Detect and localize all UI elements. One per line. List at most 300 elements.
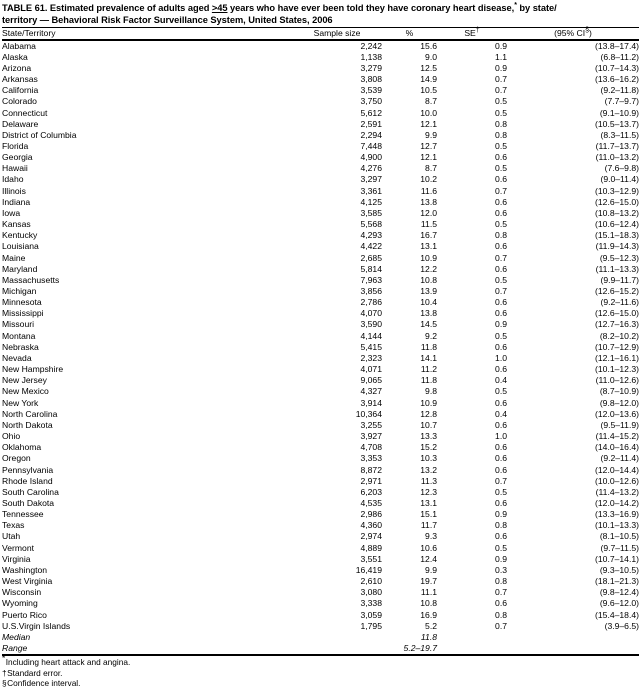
cell-sample-size: 3,353 — [360, 453, 382, 464]
cell-se: 0.5 — [495, 486, 507, 497]
table-row — [2, 531, 639, 542]
cell-sample-size: 2,971 — [360, 475, 382, 486]
table-row — [2, 465, 639, 476]
cell-state: Hawaii — [2, 163, 28, 174]
cell-ci: (12.0–14.2) — [595, 497, 639, 508]
cell-state: Maine — [2, 252, 26, 263]
column-header-sample-size: Sample size — [313, 27, 361, 38]
cell-sample-size: 5,612 — [360, 107, 382, 118]
cell-state: Indiana — [2, 196, 31, 207]
cell-sample-size: 3,361 — [360, 185, 382, 196]
cell-sample-size: 7,448 — [360, 140, 382, 151]
table-row — [2, 141, 639, 152]
cell-percent: 12.5 — [420, 62, 437, 73]
footnotes — [2, 653, 639, 688]
cell-sample-size: 3,590 — [360, 319, 382, 330]
cell-state: North Carolina — [2, 408, 58, 419]
cell-state: South Dakota — [2, 497, 55, 508]
cell-ci: (10.3–12.9) — [595, 185, 639, 196]
cell-sample-size: 4,125 — [360, 196, 382, 207]
prevalence-table-body — [2, 41, 639, 655]
cell-sample-size: 3,927 — [360, 431, 382, 442]
cell-sample-size: 4,900 — [360, 152, 382, 163]
cell-state: Illinois — [2, 185, 26, 196]
cell-state: Idaho — [2, 174, 24, 185]
cell-se: 0.8 — [495, 576, 507, 587]
cell-percent: 11.2 — [420, 364, 437, 375]
cell-sample-size: 4,535 — [360, 497, 382, 508]
cell-state: Colorado — [2, 96, 37, 107]
cell-state: Delaware — [2, 118, 39, 129]
table-row — [2, 375, 639, 386]
cell-ci: (18.1–21.3) — [595, 576, 639, 587]
cell-sample-size: 4,708 — [360, 442, 382, 453]
cell-sample-size: 2,974 — [360, 531, 382, 542]
cell-ci: (11.4–15.2) — [595, 431, 639, 442]
cell-sample-size: 3,856 — [360, 286, 382, 296]
cell-sample-size: 3,585 — [360, 207, 382, 218]
cell-ci: (12.0–13.6) — [595, 408, 639, 419]
cell-ci: (15.4–18.4) — [595, 609, 639, 620]
cell-percent: 12.2 — [420, 263, 437, 274]
cell-sample-size: 3,539 — [360, 85, 382, 96]
cell-sample-size: 6,203 — [360, 486, 382, 497]
table-row — [2, 174, 639, 185]
cell-state: New York — [2, 397, 39, 408]
se-label: SE — [464, 27, 476, 38]
table-row — [2, 409, 639, 420]
ci-open: (95% CI — [554, 27, 586, 38]
cell-ci: (8.3–11.5) — [600, 129, 639, 140]
cell-state: Connecticut — [2, 107, 48, 118]
cell-se: 1.1 — [495, 51, 507, 62]
table-row — [2, 74, 639, 85]
table-row — [2, 219, 639, 230]
summary-percent: 5.2–19.7 — [403, 643, 437, 653]
cell-sample-size: 2,294 — [360, 129, 382, 140]
cell-se: 0.8 — [495, 118, 507, 129]
cell-se: 0.8 — [495, 129, 507, 140]
cell-se: 0.5 — [495, 96, 507, 107]
table-row — [2, 576, 639, 587]
footnote-marker: * — [2, 653, 6, 664]
table-row — [2, 442, 639, 453]
cell-state: Virginia — [2, 553, 31, 564]
cell-ci: (11.4–13.2) — [595, 486, 639, 497]
table-row — [2, 230, 639, 241]
cell-sample-size: 2,323 — [360, 352, 382, 363]
cell-percent: 12.1 — [420, 152, 437, 163]
cell-se: 0.4 — [495, 408, 507, 419]
cell-percent: 11.3 — [420, 475, 437, 486]
cell-state: Alaska — [2, 51, 28, 62]
footnote-text: Including heart attack and angina. — [5, 657, 131, 668]
cell-sample-size: 4,276 — [360, 163, 382, 174]
cell-se: 0.5 — [495, 330, 507, 341]
cell-se: 0.6 — [495, 497, 507, 508]
summary-label: Range — [2, 643, 28, 653]
cell-state: Georgia — [2, 152, 33, 163]
cell-ci: (11.0–13.2) — [595, 152, 639, 163]
cell-sample-size: 3,279 — [360, 62, 382, 73]
table-row — [2, 398, 639, 409]
cell-percent: 19.7 — [420, 576, 437, 587]
cell-state: New Jersey — [2, 375, 47, 386]
cell-se: 0.7 — [495, 252, 507, 263]
table-row — [2, 353, 639, 364]
cell-percent: 9.9 — [425, 564, 437, 575]
cell-sample-size: 5,568 — [360, 219, 382, 230]
cell-percent: 8.7 — [425, 96, 437, 107]
table-row — [2, 241, 639, 252]
cell-sample-size: 10,364 — [355, 408, 382, 419]
cell-se: 0.6 — [495, 419, 507, 430]
cell-state: Nebraska — [2, 341, 39, 352]
cell-se: 0.8 — [495, 520, 507, 531]
cell-state: Nevada — [2, 352, 32, 363]
cell-ci: (9.2–11.4) — [600, 453, 639, 464]
cell-se: 0.7 — [495, 286, 507, 296]
cell-ci: (12.6–15.0) — [595, 196, 639, 207]
cell-se: 0.6 — [495, 308, 507, 319]
cell-ci: (10.6–12.4) — [595, 219, 639, 230]
column-header-state: State/Territory — [2, 27, 56, 38]
table-row — [2, 565, 639, 576]
cell-se: 1.0 — [495, 352, 507, 363]
table-row — [2, 297, 639, 308]
cell-state: Wyoming — [2, 598, 38, 609]
cell-percent: 12.7 — [420, 140, 437, 151]
table-row — [2, 342, 639, 353]
cell-se: 0.8 — [495, 609, 507, 620]
cell-percent: 14.1 — [420, 352, 437, 363]
cell-percent: 9.2 — [425, 330, 437, 341]
summary-label: Median — [2, 631, 31, 642]
cell-se: 0.6 — [495, 464, 507, 475]
column-header-se — [437, 28, 507, 39]
table-row — [2, 520, 639, 531]
cell-se: 0.6 — [495, 453, 507, 464]
cell-percent: 9.3 — [425, 531, 437, 542]
cell-ci: (10.0–12.6) — [595, 475, 639, 486]
cell-sample-size: 4,327 — [360, 386, 382, 397]
footnote-marker: † — [2, 667, 7, 678]
cell-ci: (12.1–16.1) — [595, 352, 639, 363]
cell-percent: 11.8 — [420, 341, 437, 352]
cell-percent: 15.6 — [420, 40, 437, 51]
cell-se: 0.6 — [495, 241, 507, 252]
cell-percent: 15.2 — [420, 442, 437, 453]
cell-percent: 11.5 — [420, 219, 437, 230]
cell-percent: 11.1 — [420, 587, 437, 598]
cell-percent: 11.6 — [420, 185, 437, 196]
cell-percent: 10.0 — [420, 107, 437, 118]
cell-ci: (9.1–10.9) — [599, 107, 639, 118]
cell-percent: 13.1 — [420, 241, 437, 252]
cell-ci: (3.9–6.5) — [604, 620, 639, 631]
cell-ci: (12.0–14.4) — [595, 464, 639, 475]
table-row — [2, 543, 639, 554]
cell-sample-size: 3,080 — [360, 587, 382, 598]
cell-ci: (10.7–12.9) — [595, 341, 639, 352]
table-row — [2, 487, 639, 498]
cell-state: Massachusetts — [2, 274, 60, 285]
cell-percent: 5.2 — [425, 620, 437, 631]
cell-percent: 15.1 — [420, 509, 437, 520]
cell-ci: (8.2–10.2) — [599, 330, 639, 341]
cell-percent: 14.5 — [420, 319, 437, 330]
table-row — [2, 554, 639, 565]
cell-state: Kansas — [2, 219, 31, 230]
cell-se: 0.6 — [495, 174, 507, 185]
cell-state: South Carolina — [2, 486, 59, 497]
cell-se: 0.5 — [495, 163, 507, 174]
table-row — [2, 108, 639, 119]
cell-state: Arizona — [2, 62, 32, 73]
ci-close: ) — [589, 27, 592, 38]
table-row — [2, 587, 639, 598]
cell-percent: 14.9 — [420, 74, 437, 85]
cell-percent: 10.7 — [420, 419, 437, 430]
cell-sample-size: 1,138 — [360, 51, 382, 62]
cell-percent: 12.1 — [420, 118, 437, 129]
cell-se: 0.5 — [495, 542, 507, 553]
cell-ci: (9.2–11.8) — [600, 85, 639, 96]
cell-percent: 11.7 — [420, 520, 437, 531]
cell-se: 1.0 — [495, 431, 507, 442]
table-row — [2, 63, 639, 74]
summary-sample-size — [292, 632, 382, 643]
cell-ci: (10.5–13.7) — [595, 118, 639, 129]
cell-percent: 13.2 — [420, 464, 437, 475]
table-row — [2, 41, 639, 52]
cell-state: Oregon — [2, 453, 31, 464]
cell-se: 0.5 — [495, 219, 507, 230]
cell-se: 0.6 — [495, 297, 507, 308]
cell-ci: (9.2–11.6) — [600, 297, 639, 308]
cell-sample-size: 8,872 — [360, 464, 382, 475]
cell-ci: (9.7–11.5) — [600, 542, 639, 553]
table-row — [2, 85, 639, 96]
cell-ci: (7.6–9.8) — [604, 163, 639, 174]
cell-ci: (8.1–10.5) — [599, 531, 639, 542]
cell-ci: (15.1–18.3) — [595, 230, 639, 241]
footnote-line — [2, 668, 639, 678]
cell-se: 0.6 — [495, 341, 507, 352]
cell-se: 0.7 — [495, 475, 507, 486]
cell-percent: 12.3 — [420, 486, 437, 497]
cell-se: 0.5 — [495, 140, 507, 151]
cell-se: 0.9 — [495, 319, 507, 330]
cell-se: 0.5 — [495, 386, 507, 397]
ci-footnote-marker: § — [585, 26, 590, 34]
cell-state: New Hampshire — [2, 364, 64, 375]
summary-percent: 11.8 — [420, 631, 437, 642]
footnote-text: Confidence interval. — [7, 678, 81, 688]
footnote-line — [2, 678, 639, 688]
cell-state: Arkansas — [2, 74, 38, 85]
cell-se: 0.7 — [495, 74, 507, 85]
cell-state: Rhode Island — [2, 475, 53, 486]
cell-state: Iowa — [2, 207, 21, 218]
cell-state: Florida — [2, 140, 29, 151]
cell-se: 0.9 — [495, 40, 507, 51]
cell-ci: (10.7–14.1) — [595, 553, 639, 564]
table-row — [2, 598, 639, 609]
greater-equal-45: >45 — [211, 3, 228, 13]
cell-state: Washington — [2, 564, 48, 575]
title-line-2: territory — Behavioral Risk Factor Surveillance System, United States, 2006 — [2, 15, 333, 26]
cell-state: Missouri — [2, 319, 34, 330]
cell-se: 0.7 — [495, 85, 507, 96]
cell-sample-size: 3,255 — [360, 419, 382, 430]
cell-ci: (10.1–13.3) — [595, 520, 639, 531]
cell-ci: (11.7–13.7) — [595, 140, 639, 151]
summary-se — [437, 632, 507, 643]
title-footnote-marker: * — [514, 1, 517, 9]
title-suffix: by state/ — [516, 3, 557, 13]
table-row — [2, 96, 639, 107]
cell-state: Michigan — [2, 286, 37, 296]
title-prefix: TABLE 61. Estimated prevalence of adults aged — [2, 3, 212, 13]
cell-ci: (11.9–14.3) — [595, 241, 639, 252]
cell-ci: (12.7–16.3) — [595, 319, 639, 330]
cell-percent: 13.8 — [420, 308, 437, 319]
cell-state: Minnesota — [2, 297, 42, 308]
header-row — [2, 28, 639, 39]
cell-percent: 9.8 — [425, 386, 437, 397]
cell-sample-size: 9,065 — [360, 375, 382, 386]
cell-sample-size: 2,986 — [360, 509, 382, 520]
summary-ci — [507, 632, 639, 643]
cell-sample-size: 16,419 — [355, 564, 382, 575]
cell-state: Wisconsin — [2, 587, 42, 598]
footnote-line — [2, 653, 639, 668]
cell-percent: 16.9 — [420, 609, 437, 620]
table-row — [2, 364, 639, 375]
cell-percent: 8.7 — [425, 163, 437, 174]
cell-percent: 13.8 — [420, 196, 437, 207]
cell-state: Pennsylvania — [2, 464, 54, 475]
cell-sample-size: 7,963 — [360, 274, 382, 285]
cell-se: 0.6 — [495, 442, 507, 453]
table-row — [2, 275, 639, 286]
cell-sample-size: 3,297 — [360, 174, 382, 185]
cell-ci: (11.1–13.3) — [595, 263, 639, 274]
summary-row — [2, 632, 639, 643]
cell-ci: (11.0–12.6) — [595, 375, 639, 386]
cell-ci: (9.0–11.4) — [600, 174, 639, 185]
cell-state: New Mexico — [2, 386, 49, 397]
table-row — [2, 52, 639, 63]
footnote-text: Standard error. — [7, 667, 63, 678]
cell-state: California — [2, 85, 39, 96]
cell-state: Tennessee — [2, 509, 44, 520]
table-row — [2, 130, 639, 141]
cell-se: 0.6 — [495, 207, 507, 218]
cell-ci: (7.7–9.7) — [604, 96, 639, 107]
table-row — [2, 319, 639, 330]
table-row — [2, 163, 639, 174]
cell-sample-size: 3,808 — [360, 74, 382, 85]
cell-se: 0.6 — [495, 364, 507, 375]
footnote-marker: § — [2, 678, 7, 688]
cell-sample-size: 4,422 — [360, 241, 382, 252]
cell-se: 0.6 — [495, 263, 507, 274]
cell-ci: (13.8–17.4) — [595, 40, 639, 51]
cell-sample-size: 4,293 — [360, 230, 382, 241]
cell-state: Montana — [2, 330, 36, 341]
table-header — [2, 28, 639, 39]
cell-se: 0.9 — [495, 553, 507, 564]
page-title — [0, 0, 641, 27]
table-row — [2, 509, 639, 520]
cell-state: Mississippi — [2, 308, 44, 319]
cell-state: Vermont — [2, 542, 35, 553]
cell-sample-size: 2,591 — [360, 118, 382, 129]
cell-ci: (10.8–13.2) — [595, 207, 639, 218]
cell-ci: (12.6–15.2) — [595, 286, 639, 296]
cell-state: Utah — [2, 531, 21, 542]
cell-sample-size: 2,786 — [360, 297, 382, 308]
table-row — [2, 208, 639, 219]
column-header-percent: % — [405, 27, 414, 38]
cell-percent: 12.0 — [420, 207, 437, 218]
summary-row — [2, 643, 639, 654]
cell-ci: (6.8–11.2) — [600, 51, 639, 62]
table-row — [2, 498, 639, 509]
cell-percent: 10.9 — [420, 397, 437, 408]
table-row — [2, 253, 639, 264]
column-header-ci — [507, 28, 639, 39]
table-row — [2, 264, 639, 275]
table-body — [2, 41, 639, 655]
table-row — [2, 286, 639, 297]
cell-se: 0.7 — [495, 587, 507, 598]
cell-ci: (9.6–12.0) — [599, 598, 639, 609]
cell-se: 0.6 — [495, 598, 507, 609]
table-row — [2, 386, 639, 397]
cell-ci: (9.8–12.0) — [599, 397, 639, 408]
cell-sample-size: 2,242 — [360, 40, 382, 51]
cell-ci: (8.7–10.9) — [599, 386, 639, 397]
table-row — [2, 308, 639, 319]
cell-ci: (9.8–12.4) — [599, 587, 639, 598]
cell-sample-size: 3,059 — [360, 609, 382, 620]
table-row — [2, 610, 639, 621]
cell-percent: 10.4 — [420, 297, 437, 308]
table-row — [2, 119, 639, 130]
cell-state: Ohio — [2, 431, 21, 442]
cell-sample-size: 1,795 — [360, 620, 382, 631]
cell-sample-size: 5,415 — [360, 341, 382, 352]
cell-sample-size: 4,144 — [360, 330, 382, 341]
cell-ci: (9.5–11.9) — [600, 419, 639, 430]
cell-ci: (9.3–10.5) — [599, 564, 639, 575]
cell-percent: 10.8 — [420, 274, 437, 285]
cell-percent: 16.7 — [420, 230, 437, 241]
cell-se: 0.6 — [495, 531, 507, 542]
cell-se: 0.9 — [495, 62, 507, 73]
cell-percent: 10.8 — [420, 598, 437, 609]
cell-se: 0.6 — [495, 397, 507, 408]
cell-percent: 12.8 — [420, 408, 437, 419]
cell-se: 0.6 — [495, 152, 507, 163]
cell-percent: 10.9 — [420, 252, 437, 263]
cell-se: 0.4 — [495, 375, 507, 386]
cell-state: U.S.Virgin Islands — [2, 620, 71, 631]
cell-percent: 12.4 — [420, 553, 437, 564]
